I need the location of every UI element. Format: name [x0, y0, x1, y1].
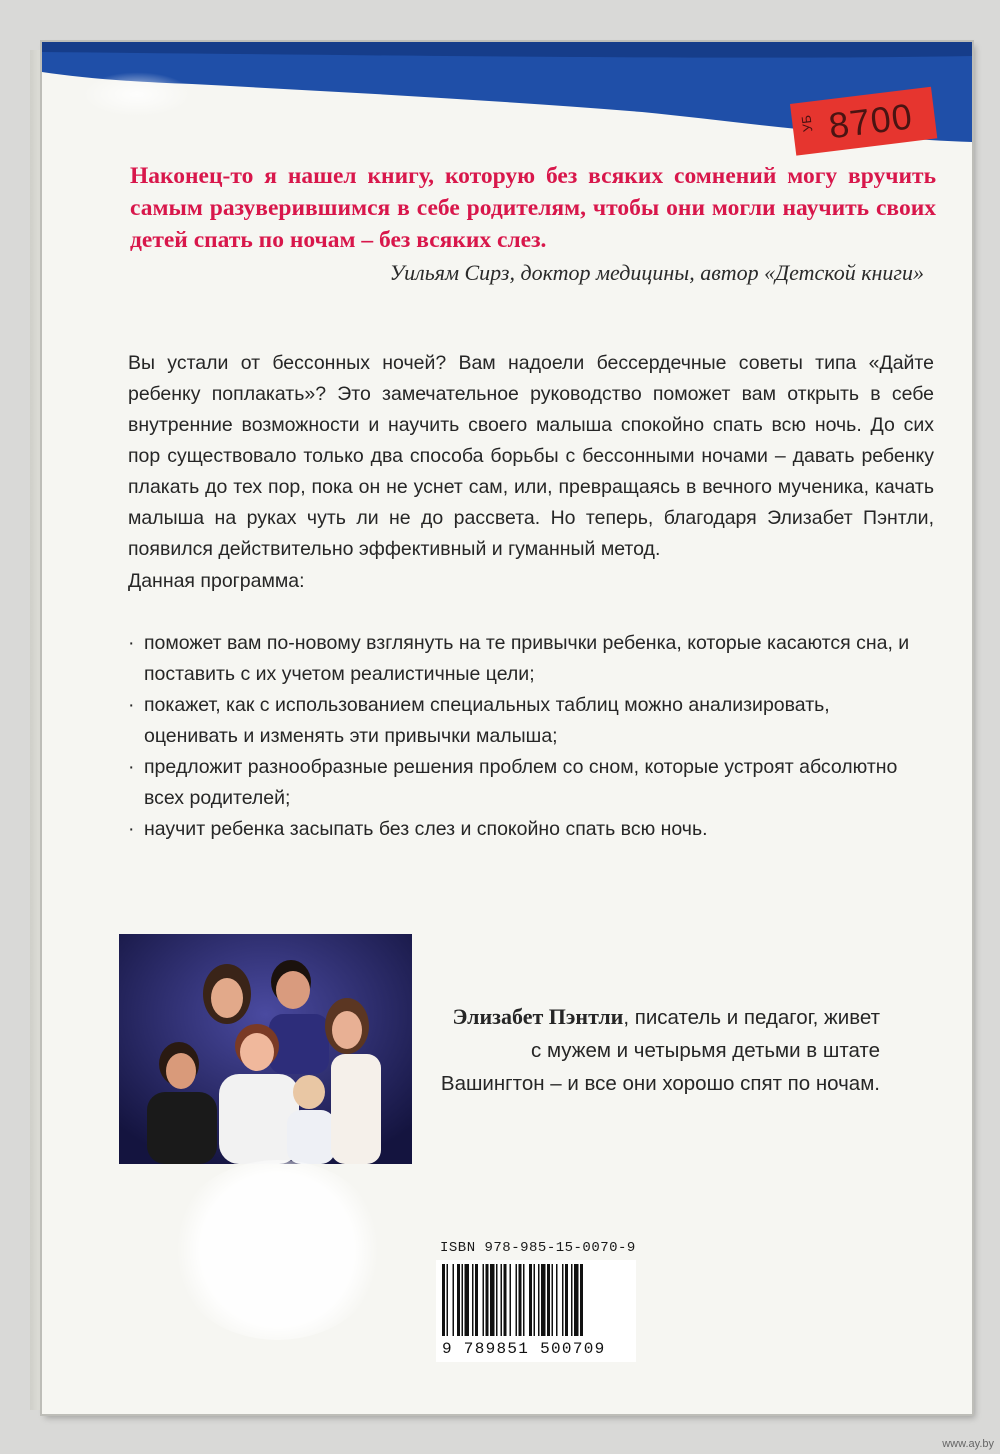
program-bullet-list [128, 628, 928, 845]
isbn-label: ISBN 978-985-15-0070-9 [440, 1240, 636, 1256]
quote-attribution: Уильям Сирз, доктор медицины, автор «Детской книги» [389, 260, 924, 285]
bullet-icon: · [128, 818, 135, 840]
site-watermark: www.ay.by [942, 1438, 994, 1450]
cover-scuff-mark [82, 72, 192, 117]
description-paragraph: Вы устали от бессонных ночей? Вам надоели бессердечные советы типа «Дайте ребенку поплакать»? Это замечательное руководство поможет вам открыть в себе внутренние возможности и научить своего малыша спокойно спать всю ночь. До сих пор существовало только два способа борьбы с бессонными ночами – давать ребенку плакать до тех пор, пока он не уснет сам, или, превращаясь в вечного мученика, качать малыша на руках чуть ли не до рассвета. Но теперь, благодаря Элизабет Пэнтли, появился действительно эффективный и гуманный метод. [128, 352, 934, 560]
program-label: Данная программа: [128, 570, 305, 592]
bullet-icon: · [128, 632, 135, 654]
author-name: Элизабет Пэнтли [452, 1004, 624, 1029]
list-item: · покажет, как с использованием специальных таблиц можно анализировать, оценивать и изменять эти привычки малыша; [128, 690, 928, 752]
author-bio [440, 1000, 880, 1100]
family-photo [119, 934, 412, 1164]
book-back-cover [42, 42, 972, 1414]
price-prefix: УБ [798, 114, 816, 133]
sticker-residue [170, 1160, 385, 1340]
endorsement-quote: Наконец-то я нашел книгу, которую без всяких сомнений могу вручить самым разуверившимся в себе родителям, чтобы они могли научить своих детей спать по ночам – без всяких слез. [130, 163, 936, 253]
list-item: · предложит разнообразные решения проблем со сном, которые устроят абсолютно всех родителей; [128, 752, 928, 814]
list-item: · поможет вам по-новому взглянуть на те привычки ребенка, которые касаются сна, и поставить с их учетом реалистичные цели; [128, 628, 928, 690]
list-item: · научит ребенка засыпать без слез и спокойно спать всю ночь. [128, 814, 928, 845]
price-value: 8700 [826, 95, 915, 147]
barcode-digits: 9 789851 500709 [442, 1340, 606, 1358]
bullet-icon: · [128, 756, 135, 778]
author-bio-text: , писатель и педагог, живет с мужем и четырьмя детьми в штате Вашингтон – и все они хорошо спят по ночам. [440, 1006, 880, 1095]
bullet-icon: · [128, 694, 135, 716]
